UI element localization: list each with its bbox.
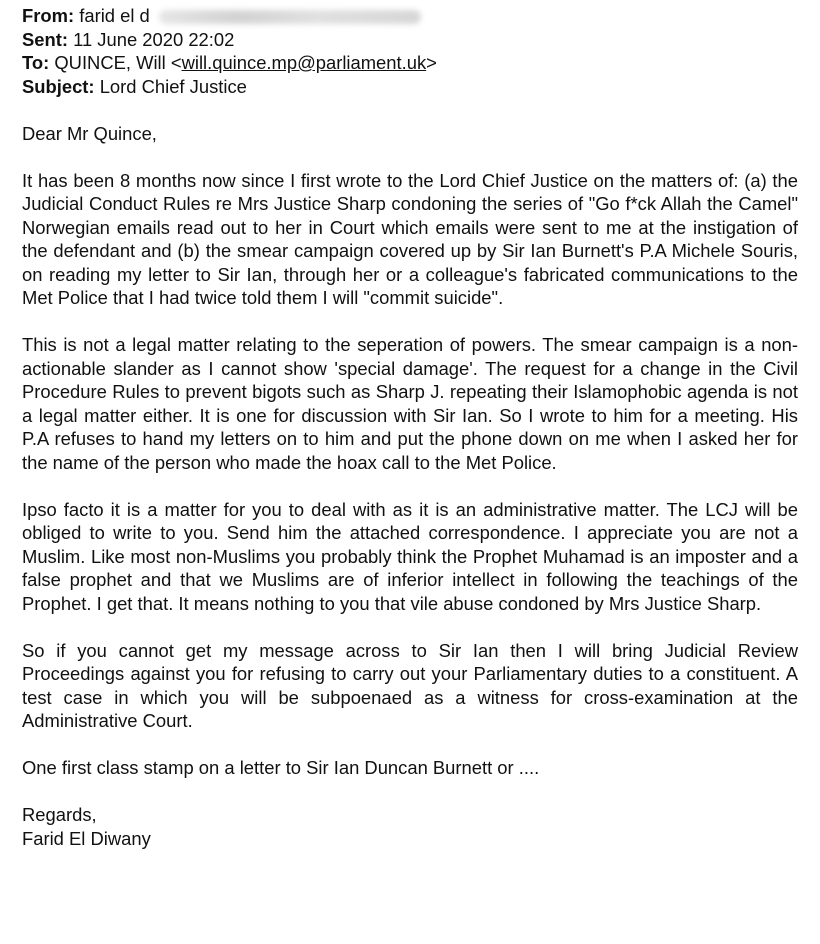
from-value: farid el d bbox=[79, 5, 150, 26]
signoff: Regards, bbox=[22, 804, 97, 825]
to-close: > bbox=[426, 52, 437, 73]
from-label: From: bbox=[22, 5, 75, 26]
from-line bbox=[22, 4, 798, 28]
paragraph-5: One first class stamp on a letter to Sir Ian Duncan Burnett or .... bbox=[22, 757, 540, 778]
to-label: To: bbox=[22, 52, 50, 73]
to-line bbox=[22, 51, 798, 75]
subject-label: Subject: bbox=[22, 75, 95, 97]
to-name: QUINCE, Will < bbox=[54, 52, 182, 73]
paragraph-2: This is not a legal matter relating to the seperation of powers. The smear campaign is a non-actionable slander as I cannot show 'special damage'. The request for a change in the Civil Procedure Rules to prevent bigots such as Sharp J. repeating their Islamophobic agenda is not a legal matter either. It is one for discussion with Sir Ian. So I wrote to him for a meeting. His P.A refuses to hand my letters on to him and put the phone down on me when I asked her for the name of the person who made the hoax call to the Met Police. bbox=[22, 334, 798, 473]
sent-value: 11 June 2020 22:02 bbox=[73, 28, 235, 50]
subject-line bbox=[22, 75, 798, 99]
subject-value: Lord Chief Justice bbox=[99, 75, 247, 97]
greeting: Dear Mr Quince, bbox=[22, 122, 157, 144]
to-email-link[interactable]: will.quince.mp@parliament.uk bbox=[181, 52, 427, 73]
paragraph-1: It has been 8 months now since I first wrote to the Lord Chief Justice on the matters of: (a) the Judicial Conduct Rules re Mrs Justice Sharp condoning the series of "Go f*ck Allah the Camel" Norwegian emails read out to her in Court which emails were sent to me at the instigation of the defendant and (b) the smear campaign covered up by Sir Ian Burnett's P.A Michele Souris, on reading my letter to Sir Ian, through her or a colleague's fabricated communications to the Met Police that I had twice told them I will "commit suicide". bbox=[22, 169, 798, 308]
sent-label: Sent: bbox=[22, 28, 68, 50]
paragraph-4: So if you cannot get my message across to Sir Ian then I will bring Judicial Review Proceedings against you for refusing to carry out your Parliamentary duties to a constituent. A test case in which you will be subpoenaed as a witness for cross-examination at the Administrative Court. bbox=[22, 639, 798, 731]
redacted-email-blur bbox=[159, 10, 421, 24]
signature: Farid El Diwany bbox=[22, 827, 151, 849]
paragraph-3: Ipso facto it is a matter for you to deal with as it is an administrative matter. The LCJ will be obliged to write to you. Send him the attached correspondence. I appreciate you are not a Muslim. Like most non-Muslims you probably think the Prophet Muhamad is an imposter and a false prophet and that we Muslims are of inferior intellect in following the teachings of the Prophet. I get that. It means nothing to you that vile abuse condoned by Mrs Justice Sharp. bbox=[22, 498, 798, 614]
sent-line bbox=[22, 28, 798, 52]
